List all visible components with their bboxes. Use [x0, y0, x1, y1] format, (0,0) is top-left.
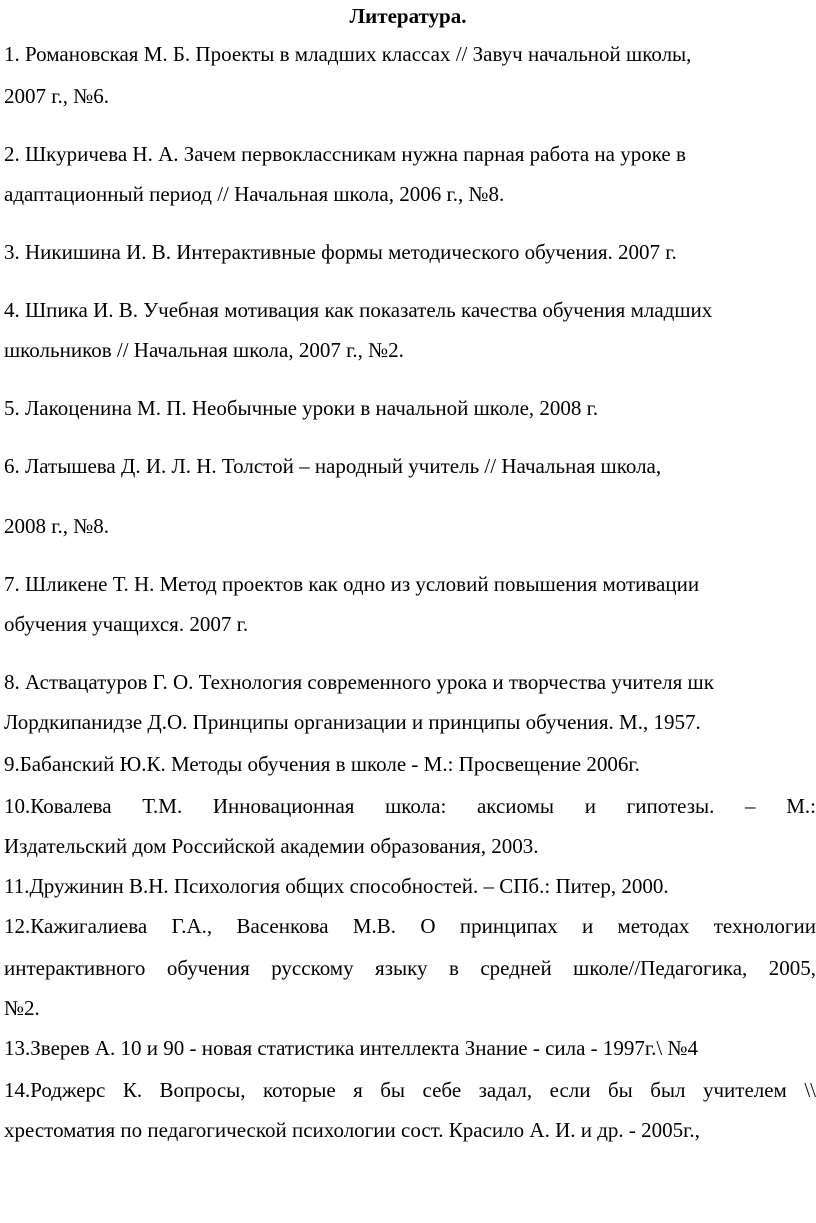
- reference-line: №2.: [4, 996, 40, 1020]
- reference-line: 8. Аствацатуров Г. О. Технология современного урока и творчества учителя шк: [4, 670, 714, 694]
- reference-line: 7. Шликене Т. Н. Метод проектов как одно из условий повышения мотивации: [4, 572, 700, 596]
- reference-line: 14.Роджерс К. Вопросы, которые я бы себе задал, если бы был учителем \\: [4, 1078, 816, 1102]
- reference-line: 12.Кажигалиева Г.А., Васенкова М.В. О принципах и методах технологии: [4, 914, 816, 938]
- reference-line: 13.Зверев А. 10 и 90 - новая статистика интеллекта Знание - сила - 1997г.\ №4: [4, 1036, 699, 1060]
- reference-line: 3. Никишина И. В. Интерактивные формы методического обучения. 2007 г.: [4, 240, 677, 264]
- reference-line: 2. Шкуричева Н. А. Зачем первоклассникам нужна парная работа на уроке в: [4, 142, 686, 166]
- reference-line: 2008 г., №8.: [4, 514, 110, 538]
- reference-line: 5. Лакоценина М. П. Необычные уроки в начальной школе, 2008 г.: [4, 396, 599, 420]
- reference-line: 1. Романовская М. Б. Проекты в младших классах // Завуч начальной школы,: [4, 42, 692, 66]
- reference-line: хрестоматия по педагогической психологии сост. Красило А. И. и др. - 2005г.,: [4, 1118, 700, 1142]
- reference-line: обучения учащихся. 2007 г.: [4, 612, 249, 636]
- reference-line: Издательский дом Российской академии образования, 2003.: [4, 834, 539, 858]
- reference-line: адаптационный период // Начальная школа, 2006 г., №8.: [4, 182, 505, 206]
- reference-line: школьников // Начальная школа, 2007 г., №2.: [4, 338, 404, 362]
- reference-line: Лордкипанидзе Д.О. Принципы организации и принципы обучения. М., 1957.: [4, 710, 701, 734]
- reference-line: 4. Шпика И. В. Учебная мотивация как показатель качества обучения младших: [4, 298, 713, 322]
- document-title: Литература.: [349, 4, 467, 28]
- reference-line: 9.Бабанский Ю.К. Методы обучения в школе - М.: Просвещение 2006г.: [4, 752, 640, 776]
- reference-line: 11.Дружинин В.Н. Психология общих способностей. – СПб.: Питер, 2000.: [4, 874, 669, 898]
- reference-line: 2007 г., №6.: [4, 84, 110, 108]
- reference-line: 10.Ковалева Т.М. Инновационная школа: аксиомы и гипотезы. – М.:: [4, 794, 816, 818]
- reference-line: интерактивного обучения русскому языку в средней школе//Педагогика, 2005,: [4, 956, 816, 980]
- reference-line: 6. Латышева Д. И. Л. Н. Толстой – народный учитель // Начальная школа,: [4, 454, 662, 478]
